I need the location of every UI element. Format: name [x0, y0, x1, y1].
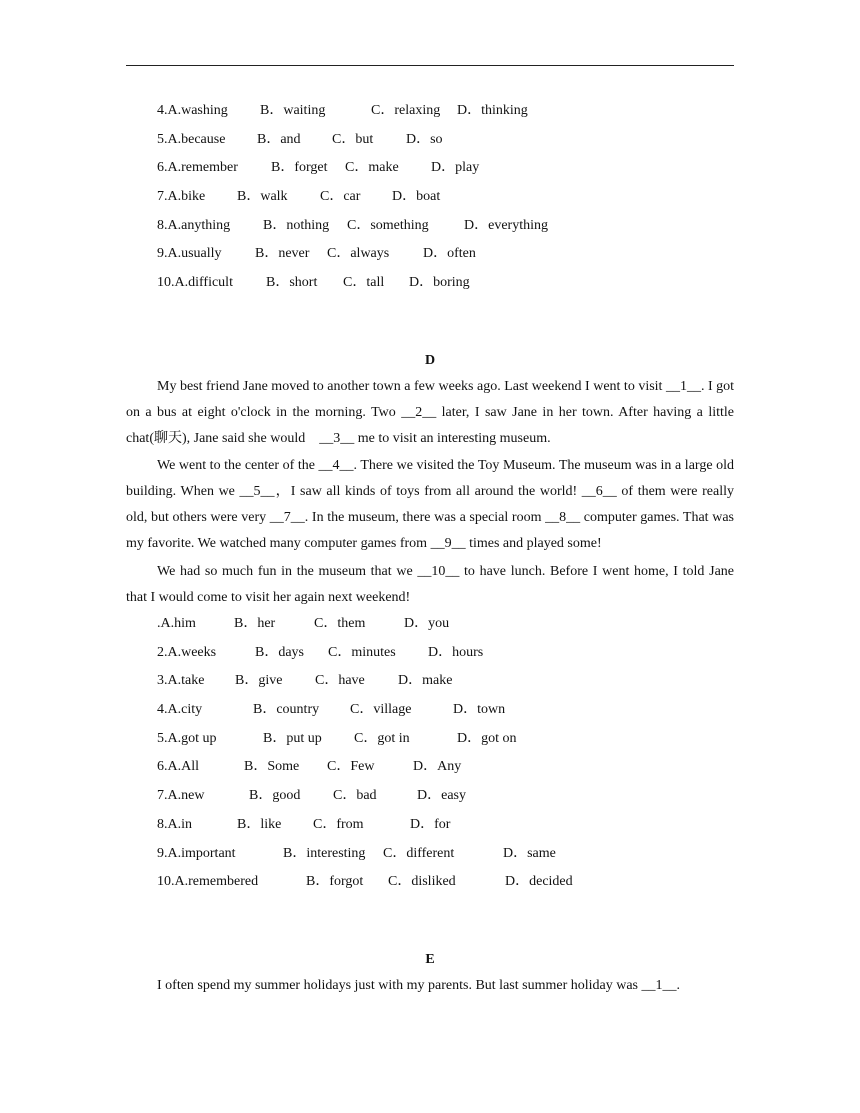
option-c: C．them [314, 616, 366, 631]
option-d: D．same [503, 845, 556, 861]
option-b: B．like [237, 816, 282, 832]
option-b: B．and [257, 131, 301, 147]
option-c: C．got in [354, 730, 410, 746]
section-e-heading: E [425, 952, 435, 967]
option-row [157, 272, 548, 301]
option-b: B．put up [263, 730, 322, 746]
option-row [157, 871, 573, 900]
option-b: B．short [266, 275, 318, 291]
option-row [157, 756, 573, 785]
option-d: D．boring [409, 275, 470, 291]
option-b: B．forget [271, 160, 328, 176]
option-c: C．but [332, 131, 374, 147]
option-c: C．make [345, 160, 399, 176]
section-d-heading: D [424, 353, 436, 368]
option-d: D．hours [428, 644, 484, 660]
section-d-paragraph-1: My best friend Jane moved to another town a few weeks ago. Last weekend I went to visit __1__. I got on a bus at eight o'clock in the morning. Two __2__ later, I saw Jane in her town. After having a little chat(聊天), Jane said she would __3__ me to visit an interesting museum. [126, 379, 734, 446]
option-b: B．forgot [306, 874, 364, 890]
section-c-options [157, 100, 548, 301]
option-a: 7.A.new [157, 788, 205, 804]
option-row [157, 100, 548, 129]
option-row [157, 699, 573, 728]
option-b: B．waiting [260, 103, 326, 118]
option-c: C．Few [327, 759, 375, 775]
option-d: D．often [423, 246, 476, 262]
option-c: C．tall [343, 275, 385, 291]
option-d: D．boat [392, 189, 441, 205]
option-a: 2.A.weeks [157, 644, 217, 660]
option-a: 3.A.take [157, 673, 205, 689]
option-row [157, 642, 573, 671]
option-row [157, 186, 548, 215]
option-d: D．got on [457, 730, 517, 746]
option-d: D．make [398, 673, 453, 689]
option-d: D．decided [505, 874, 573, 890]
option-c: C．different [383, 845, 455, 861]
option-row [157, 814, 573, 843]
option-b: B．give [235, 673, 283, 689]
section-d-paragraph-2: We went to the center of the __4__. There we visited the Toy Museum. The museum was in a large old building. When we __5__，I saw all kinds of toys from all around the world! __6__ of them were really old, but others were very __7__. In the museum, there was a special room __8__ computer games. That was my favorite. We watched many computer games from __9__ times and played some! [126, 458, 734, 551]
option-c: C．something [347, 217, 429, 233]
option-a: 9.A.usually [157, 246, 222, 262]
option-c: C．always [327, 246, 390, 262]
option-row [157, 613, 573, 642]
option-a: 10.A.difficult [157, 275, 233, 291]
option-b: B．good [249, 788, 301, 804]
option-a: 8.A.in [157, 816, 192, 832]
option-a: 6.A.All [157, 759, 199, 775]
option-b: B．days [255, 644, 304, 660]
option-a: .A.him [157, 616, 196, 631]
option-row [157, 785, 573, 814]
option-a: 6.A.remember [157, 160, 238, 176]
option-a: 5.A.got up [157, 730, 217, 746]
header-rule [126, 65, 734, 66]
option-c: C．bad [333, 788, 377, 804]
option-c: C．car [320, 189, 361, 205]
option-row [157, 129, 548, 158]
option-b: B．Some [244, 759, 300, 775]
option-a: 5.A.because [157, 131, 226, 147]
option-b: B．nothing [263, 217, 330, 233]
section-d-paragraph-3: We had so much fun in the museum that we __10__ to have lunch. Before I went home, I told Jane that I would come to visit her again next weekend! [126, 564, 734, 605]
option-row [157, 243, 548, 272]
option-c: C．have [315, 673, 365, 689]
option-d: D．you [404, 616, 450, 631]
option-row [157, 215, 548, 244]
option-c: C．from [313, 816, 364, 832]
option-row [157, 670, 573, 699]
option-c: C．village [350, 702, 412, 718]
option-row [157, 157, 548, 186]
option-d: D．easy [417, 788, 466, 804]
option-d: D．so [406, 131, 443, 147]
option-b: B．country [253, 702, 320, 718]
option-d: D．Any [413, 759, 462, 775]
option-c: C．minutes [328, 644, 396, 660]
option-a: 8.A.anything [157, 217, 231, 233]
option-b: B．interesting [283, 845, 366, 861]
option-c: C．disliked [388, 874, 456, 890]
option-b: B．her [234, 616, 276, 631]
option-a: 9.A.important [157, 845, 236, 861]
option-d: D．town [453, 702, 506, 718]
option-row [157, 843, 573, 872]
option-d: D．for [410, 816, 451, 832]
option-a: 7.A.bike [157, 189, 206, 205]
section-d-options [157, 613, 573, 900]
option-a: 4.A.city [157, 702, 203, 718]
option-d: D．play [431, 160, 480, 176]
option-a: 10.A.remembered [157, 874, 259, 890]
option-a: 4.A.washing [157, 103, 228, 118]
section-e-paragraph-1: I often spend my summer holidays just with my parents. But last summer holiday was __1__. [157, 978, 680, 993]
option-d: D．thinking [457, 103, 528, 118]
option-d: D．everything [464, 217, 548, 233]
option-c: C．relaxing [371, 103, 441, 118]
option-b: B．never [255, 246, 310, 262]
option-row [157, 728, 573, 757]
option-b: B．walk [237, 189, 288, 205]
